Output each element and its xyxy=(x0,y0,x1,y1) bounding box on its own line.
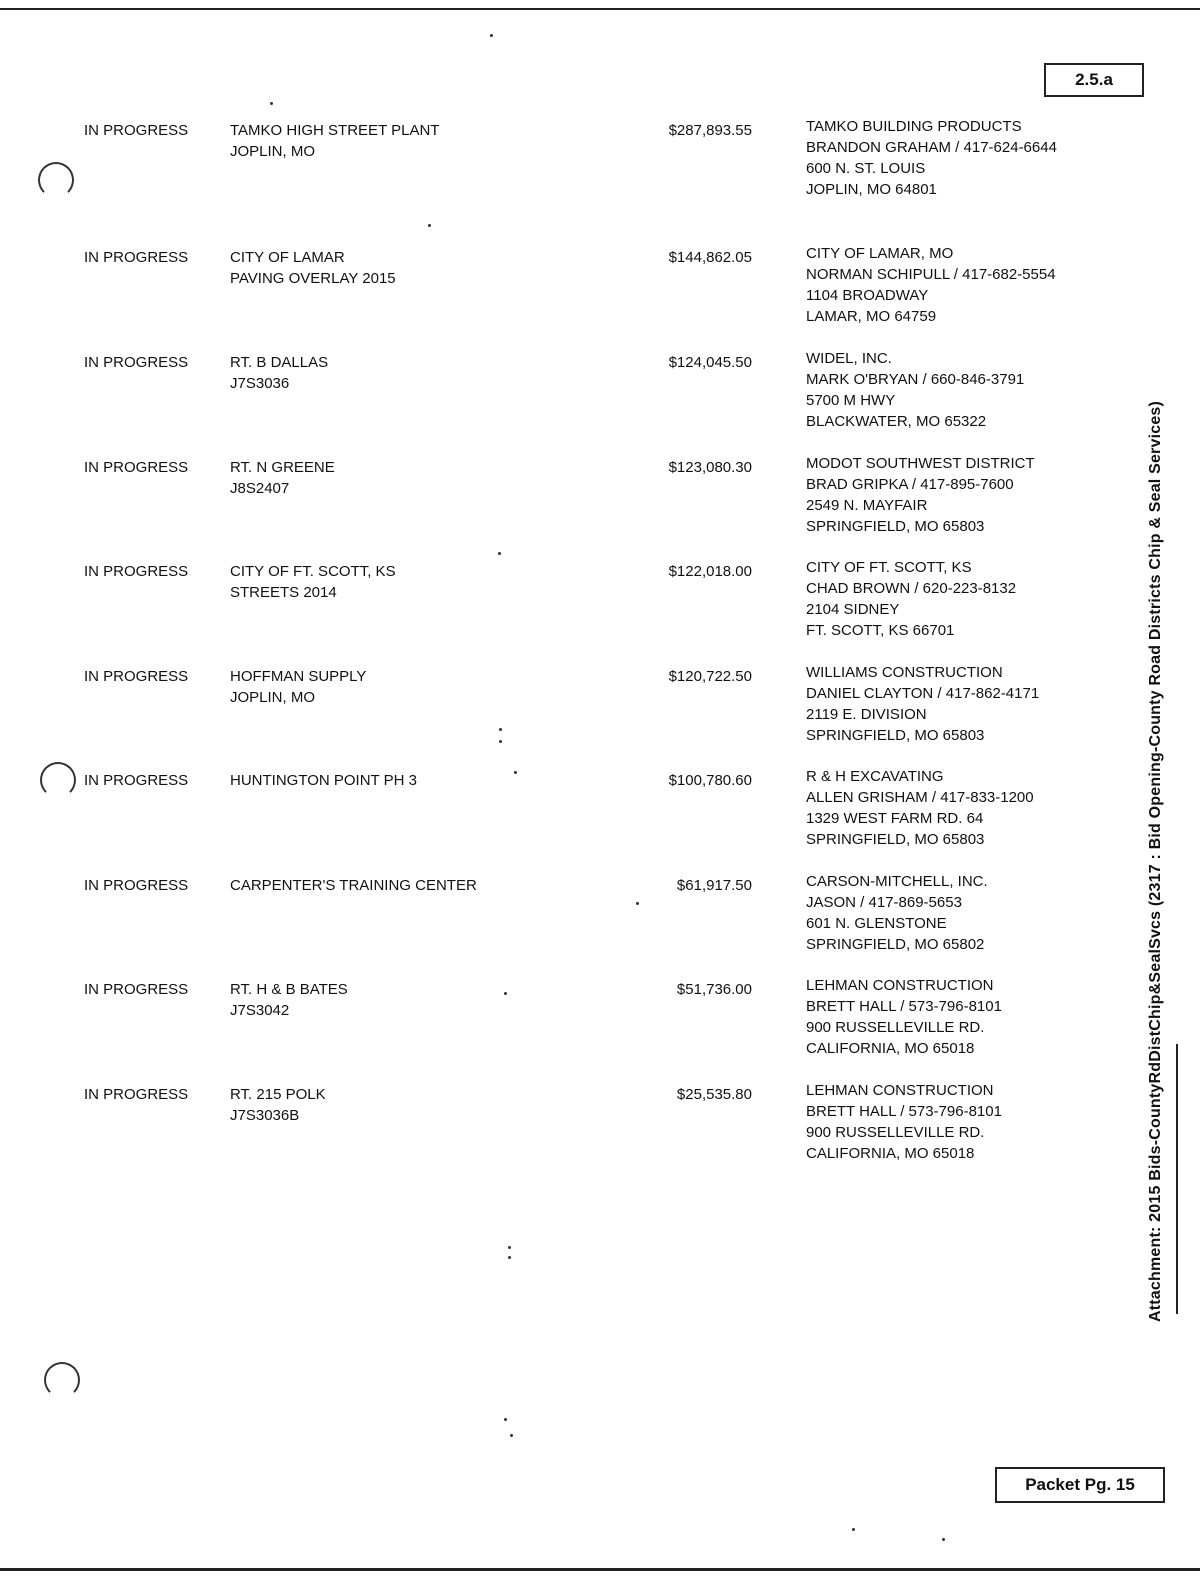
scan-speck xyxy=(499,728,502,731)
project-name: TAMKO HIGH STREET PLANT JOPLIN, MO xyxy=(230,122,440,160)
punch-hole-mark xyxy=(38,162,74,198)
scan-speck xyxy=(514,771,517,774)
bottom-border-rule xyxy=(0,1568,1200,1571)
contract-amount: $61,917.50 xyxy=(676,877,752,894)
contact-block: WIDEL, INC. MARK O'BRYAN / 660-846-3791 5700 M HWY BLACKWATER, MO 65322 xyxy=(806,350,1025,430)
contract-amount: $120,722.50 xyxy=(668,668,752,685)
project-name: HUNTINGTON POINT PH 3 xyxy=(230,772,417,789)
scan-speck xyxy=(428,224,431,227)
scan-speck xyxy=(636,902,639,905)
scan-speck xyxy=(504,992,507,995)
status-text: IN PROGRESS xyxy=(84,563,189,580)
scan-speck xyxy=(508,1246,511,1249)
punch-hole-mark xyxy=(40,762,76,798)
contract-amount: $122,018.00 xyxy=(668,563,752,580)
contact-block: CITY OF FT. SCOTT, KS CHAD BROWN / 620-223-8132 2104 SIDNEY FT. SCOTT, KS 66701 xyxy=(806,559,1017,639)
status-text: IN PROGRESS xyxy=(84,1086,189,1103)
section-label-box xyxy=(1044,63,1144,97)
project-name: HOFFMAN SUPPLY JOPLIN, MO xyxy=(230,668,367,706)
contact-block: R & H EXCAVATING ALLEN GRISHAM / 417-833-1200 1329 WEST FARM RD. 64 SPRINGFIELD, MO 65803 xyxy=(806,768,1034,848)
project-name: CITY OF FT. SCOTT, KS STREETS 2014 xyxy=(230,563,396,601)
top-border-rule xyxy=(0,8,1200,10)
scan-speck xyxy=(499,740,502,743)
contact-block: LEHMAN CONSTRUCTION BRETT HALL / 573-796-8101 900 RUSSELLEVILLE RD. CALIFORNIA, MO 65018 xyxy=(806,1082,1002,1162)
status-text: IN PROGRESS xyxy=(84,249,189,266)
scan-speck xyxy=(510,1434,513,1437)
contract-amount: $25,535.80 xyxy=(676,1086,752,1103)
project-name: RT. N GREENE J8S2407 xyxy=(230,459,335,497)
packet-page-label: Packet Pg. 15 xyxy=(1025,1475,1135,1494)
scan-speck xyxy=(270,102,273,105)
packet-page-box xyxy=(995,1467,1165,1503)
project-name: RT. B DALLAS J7S3036 xyxy=(230,354,329,392)
status-text: IN PROGRESS xyxy=(84,668,189,685)
contract-amount: $123,080.30 xyxy=(668,459,752,476)
project-name: CITY OF LAMAR PAVING OVERLAY 2015 xyxy=(230,249,396,287)
status-text: IN PROGRESS xyxy=(84,122,189,139)
contract-amount: $144,862.05 xyxy=(668,249,752,266)
contact-block: MODOT SOUTHWEST DISTRICT BRAD GRIPKA / 417-895-7600 2549 N. MAYFAIR SPRINGFIELD, MO 65803 xyxy=(806,455,1035,535)
sidebar-rule xyxy=(1176,1044,1178,1314)
contract-amount: $51,736.00 xyxy=(676,981,752,998)
contact-block: LEHMAN CONSTRUCTION BRETT HALL / 573-796-8101 900 RUSSELLEVILLE RD. CALIFORNIA, MO 65018 xyxy=(806,977,1002,1057)
scan-speck xyxy=(852,1528,855,1531)
scan-speck xyxy=(942,1538,945,1541)
scan-speck xyxy=(508,1256,511,1259)
attachment-sidebar-text: Attachment: 2015 Bids-CountyRdDistChip&SealSvcs (2317 : Bid Opening-County Road Districts Chip & Seal Services) xyxy=(1147,400,1164,1322)
project-name: CARPENTER'S TRAINING CENTER xyxy=(230,877,477,894)
contract-amount: $124,045.50 xyxy=(668,354,752,371)
contact-block: CITY OF LAMAR, MO NORMAN SCHIPULL / 417-682-5554 1104 BROADWAY LAMAR, MO 64759 xyxy=(806,245,1056,325)
scan-speck xyxy=(504,1418,507,1421)
scan-speck xyxy=(490,34,493,37)
contract-amount: $287,893.55 xyxy=(668,122,752,139)
status-text: IN PROGRESS xyxy=(84,877,189,894)
contract-amount: $100,780.60 xyxy=(668,772,752,789)
contact-block: WILLIAMS CONSTRUCTION DANIEL CLAYTON / 417-862-4171 2119 E. DIVISION SPRINGFIELD, MO 65803 xyxy=(806,664,1040,744)
status-text: IN PROGRESS xyxy=(84,981,189,998)
section-label: 2.5.a xyxy=(1075,70,1113,89)
project-name: RT. H & B BATES J7S3042 xyxy=(230,981,348,1019)
status-text: IN PROGRESS xyxy=(84,354,189,371)
contact-block: TAMKO BUILDING PRODUCTS BRANDON GRAHAM / 417-624-6644 600 N. ST. LOUIS JOPLIN, MO 64801 xyxy=(806,118,1057,198)
scan-speck xyxy=(498,552,501,555)
project-name: RT. 215 POLK J7S3036B xyxy=(230,1086,326,1124)
punch-hole-mark xyxy=(44,1362,80,1398)
status-text: IN PROGRESS xyxy=(84,459,189,476)
contact-block: CARSON-MITCHELL, INC. JASON / 417-869-5653 601 N. GLENSTONE SPRINGFIELD, MO 65802 xyxy=(806,873,988,953)
status-text: IN PROGRESS xyxy=(84,772,189,789)
